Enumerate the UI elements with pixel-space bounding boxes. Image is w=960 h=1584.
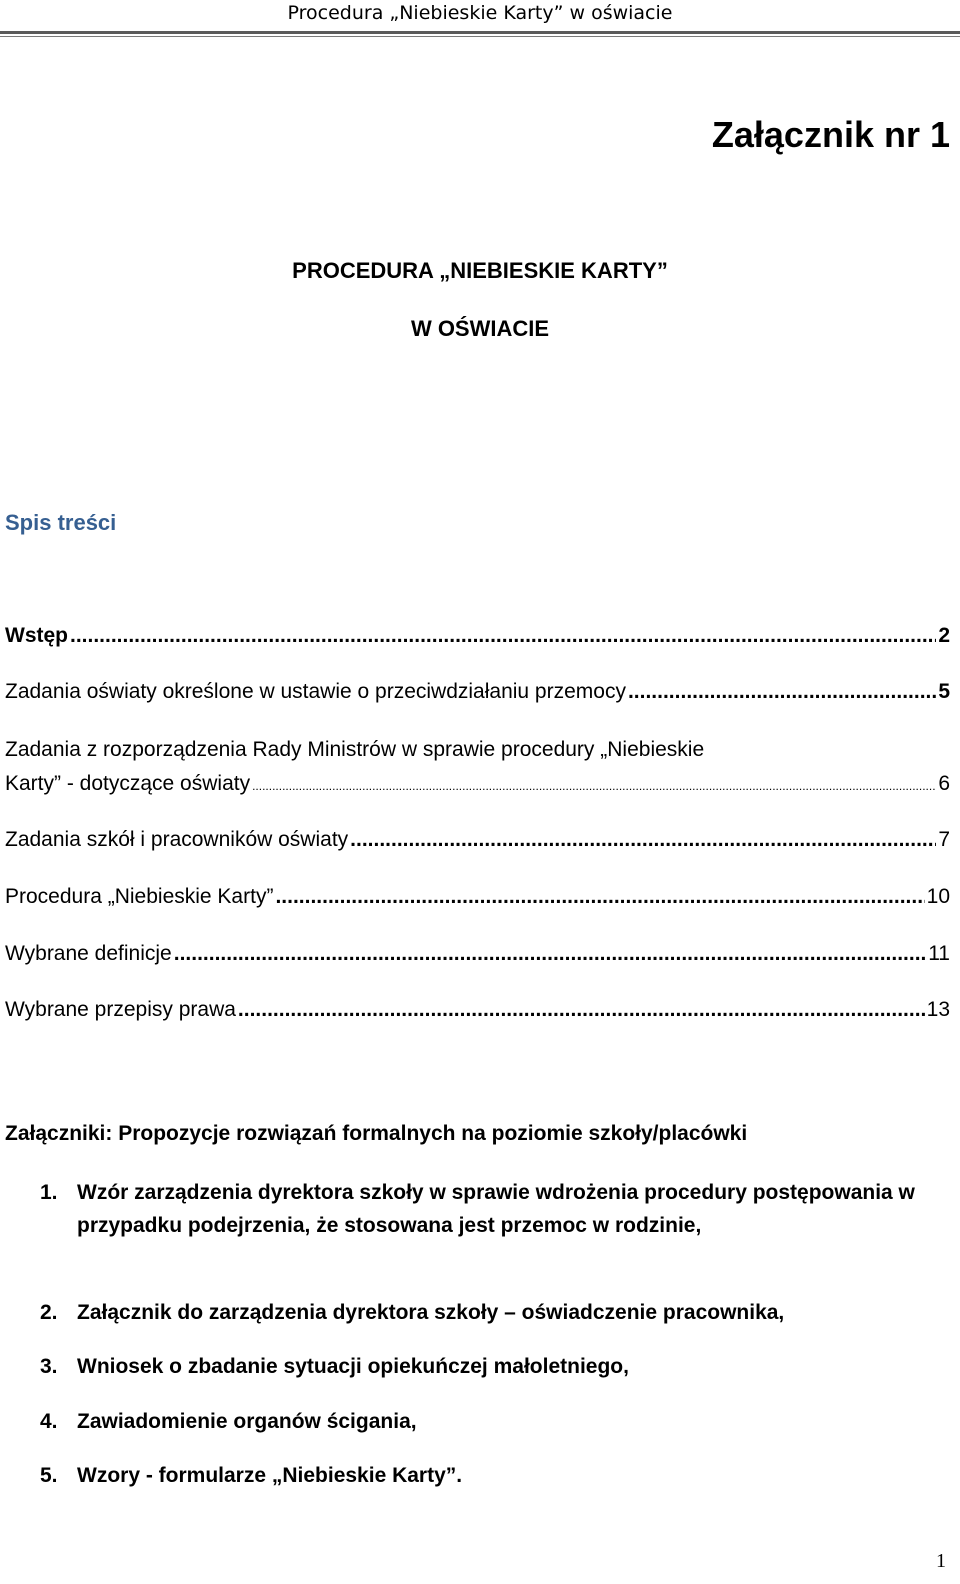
toc-leader [174,942,926,966]
attachment-item [40,1350,920,1383]
toc-leader [350,828,936,852]
attachment-item [40,1176,920,1242]
toc-entry-page: 11 [928,942,950,965]
attachment-item [40,1405,920,1438]
toc-leader [628,680,936,704]
toc-leader [252,772,936,796]
toc-entry-regulation-line-1[interactable]: Zadania z rozporządzenia Rady Ministrów w sprawie procedury „Niebieskie [5,738,705,761]
toc-entry-page: 13 [926,998,950,1021]
attachment-item-number: 1. [40,1181,58,1204]
toc-entry-procedure[interactable] [5,885,950,909]
page-header [0,0,960,40]
page-number: 1 [936,1550,946,1572]
document-title-line-1: PROCEDURA „NIEBIESKIE KARTY” [292,258,668,283]
attachment-item [40,1459,920,1492]
attachment-item-text: Zawiadomienie organów ścigania, [77,1410,417,1433]
header-rule [0,31,960,34]
attachment-item-text: Wniosek o zbadanie sytuacji opiekuńczej małoletniego, [77,1355,629,1378]
attachment-item-text: Wzór zarządzenia dyrektora szkoły w sprawie wdrożenia procedury postępowania w przypadku podejrzenia, że stosowana jest przemoc w rodzinie, [77,1181,915,1237]
attachment-item-number: 2. [40,1301,58,1324]
attachment-item-number: 3. [40,1355,58,1378]
toc-entry-label: Wstęp [5,624,68,647]
toc-entry-intro[interactable] [5,624,950,648]
document-title-line-2: W OŚWIACIE [410,316,550,341]
toc-entry-label: Procedura „Niebieskie Karty” [5,885,274,908]
toc-heading: Spis treści [5,510,117,535]
toc-leader [238,998,925,1022]
toc-entry-page: 6 [938,772,950,795]
attachment-item-text: Wzory - formularze „Niebieskie Karty”. [77,1464,463,1487]
toc-entry-page: 5 [938,680,950,703]
toc-entry-page: 7 [938,828,950,851]
header-rule-thin [0,36,960,37]
toc-entry-page: 10 [926,885,950,908]
attachment-item-number: 4. [40,1410,58,1433]
toc-entry-education-tasks[interactable] [5,680,950,704]
toc-entry-school-tasks[interactable] [5,828,950,852]
attachment-item-text: Załącznik do zarządzenia dyrektora szkoły – oświadczenie pracownika, [77,1301,785,1324]
toc-entry-label: Wybrane definicje [5,942,172,965]
toc-leader [275,885,924,909]
toc-entry-label: Wybrane przepisy prawa [5,998,236,1021]
toc-entry-regulation[interactable] [5,772,950,796]
attachment-item [40,1296,920,1329]
toc-entry-label: Karty” - dotyczące oświaty [5,772,251,795]
toc-leader [70,624,936,648]
toc-entry-label: Zadania oświaty określone w ustawie o przeciwdziałaniu przemocy [5,680,626,703]
toc-entry-definitions[interactable] [5,942,950,966]
toc-entry-label: Zadania szkół i pracowników oświaty [5,828,349,851]
attachments-heading: Załączniki: Propozycje rozwiązań formalnych na poziomie szkoły/placówki [5,1122,748,1145]
toc-entry-legal-provisions[interactable] [5,998,950,1022]
toc-entry-page: 2 [938,624,950,647]
attachment-item-number: 5. [40,1464,58,1487]
attachment-label: Załącznik nr 1 [711,114,950,155]
header-title: Procedura „Niebieskie Karty” w oświacie [287,2,673,24]
